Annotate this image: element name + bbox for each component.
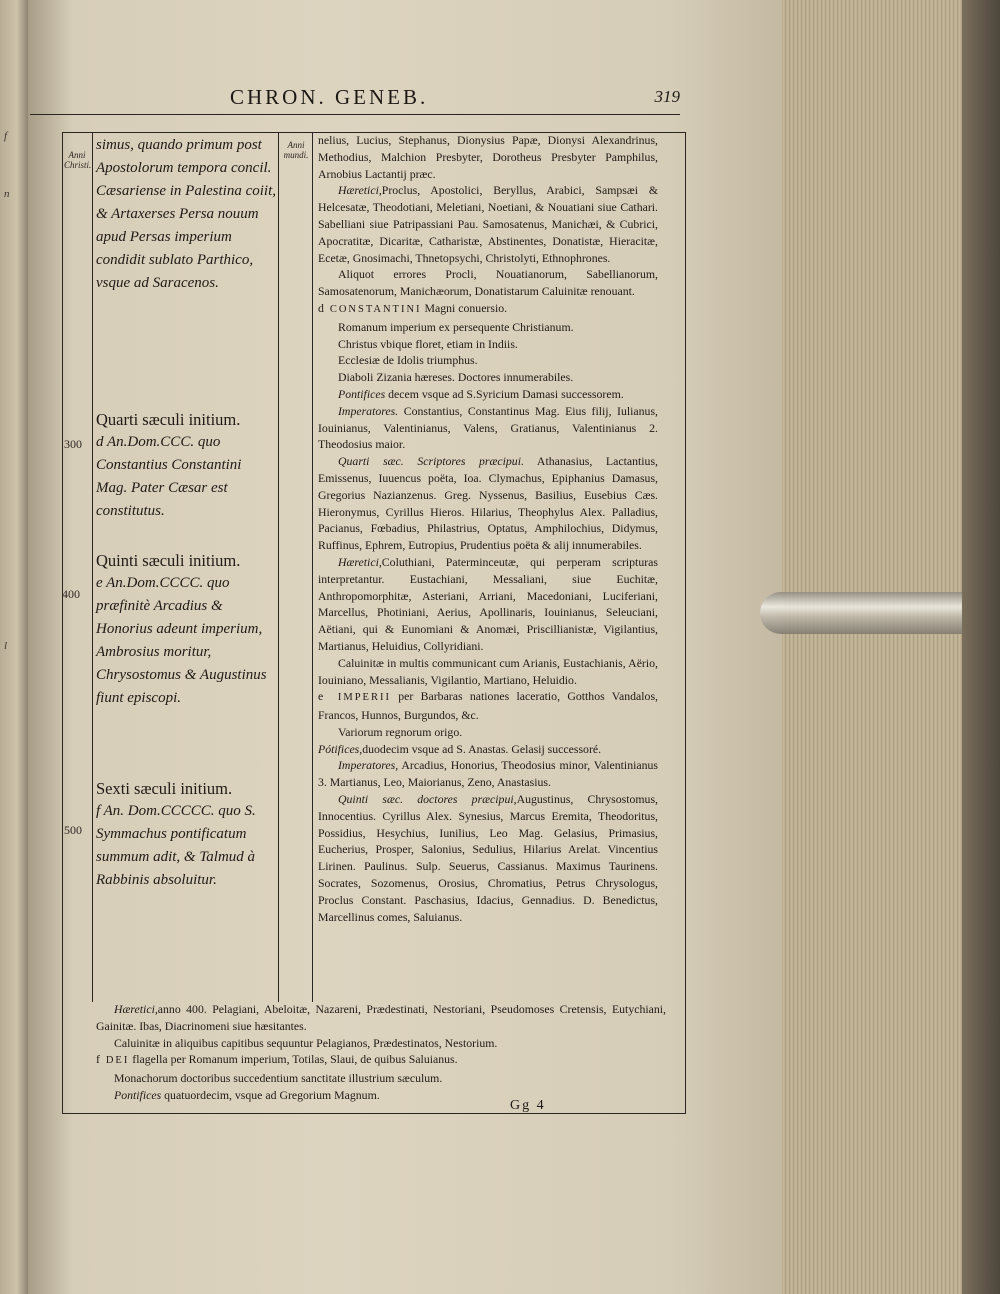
header-title: CHRON. GENEB. [230, 85, 429, 109]
paragraph: Hæretici,Coluthiani, Paterminceutæ, qui perperam scripturas interpretantur. Eustachiani, Messaliani, siue Euchitæ, Anthropomorphitæ, Asteriani, Arriani, Macedoniani, Luciferiani, Marcellus, Photiniani, Aerius, Apollinaris, Iouinianus, Seleuciani, Aëtiani, qui & Eunomiani & Anomæi, Priscillianistæ, Vigilantius, Martianus, Heluidius, Collyridiani. [318, 554, 658, 653]
paragraph: Caluinitæ in multis communicant cum Arianis, Eustachianis, Aërio, Iouiniano, Messalianis, Vigilantio, Martiano, Heluidio. [318, 655, 658, 687]
column-rule [92, 132, 93, 1002]
paragraph: Imperatores, Arcadius, Honorius, Theodosius minor, Valentinianus 3. Martianus, Leo, Maiorianus, Zeno, Anastasius. [318, 758, 658, 790]
bottom-text-block [96, 1001, 666, 1104]
left-page-fragment: f [4, 130, 8, 142]
left-page-fragment: n [4, 188, 10, 200]
paragraph: Caluinitæ in aliquibus capitibus sequuntur Pelagianos, Prædestinatos, Nestorium. [114, 1035, 498, 1050]
century-4-title: Quarti sæculi initium. [96, 410, 241, 429]
century-6-title: Sexti sæculi initium. [96, 779, 233, 798]
anni-christi-label: Anni Christi. [64, 150, 92, 170]
intro-text: simus, quando primum post Apostolorum tempora concil. Cæsariense in Palestina coiit, & Artaxerses Persa nouum apud Persas imperium condidit sublato Parthico, vsque ad Saracenos. [96, 137, 276, 291]
paragraph: d CONSTANTINI Magni conuersio. [318, 300, 508, 315]
paragraph: Hæretici,Proclus, Apostolici, Beryllus, Arabici, Sampsæi & Helcesatæ, Theodotiani, Meletiani, Noetiani, & Nouatiani siue Cathari. Sabelliani siue Patripassiani Pau. Samosatenus, Manichæi, & Cubrici, Apocratitæ, Dicaritæ, Catharistæ, Abstinentes, Donatistæ, Hieracitæ, Ecetæ, Gnosimachi, Thnetopsychi, Christolyti, Ethnophrones. [318, 183, 658, 265]
paragraph: Quinti sæc. doctores præcipui,Augustinus, Chrysostomus, Innocentius. Cyrillus Alex. Synesius, Marcus Eremita, Theodoritus, Possidius, Hesychius, Iunilius, Leo Mag. Gelasius, Primasius, Eucherius, Prosper, Salonius, Sedulius, Hilarius Arelat. Vincentius Lirinen. Paulinus. Sulp. Seuerus, Cassianus. Maximus Taurinens. Socrates, Sozomenus, Orosius, Chromatius, Petrus Chrysologus, Proclus Constant. Paschasius, Idacius, Gennadius. D. Benedictus, Marcellinus comes, Saluianus. [318, 792, 658, 924]
book-edge [782, 0, 1000, 1294]
century-4-text: d An.Dom.CCC. quo Constantius Constantini Mag. Pater Cæsar est constitutus. [96, 434, 242, 519]
paragraph: Monachorum doctoribus succedentium sanctitate illustrium sæculum. [114, 1071, 443, 1086]
century-intro [96, 134, 276, 295]
paragraph: Quarti sæc. Scriptores præcipui. Athanasius, Lactantius, Emissenus, Iuuencus poëta, Ioa. Clymachus, Epiphanius Damasus, Gregorius Nazianzenus. Greg. Nyssenus, Basilius, Eusebius Cæs. Hieronymus, Cyrillus Hieros. Hilarius, Theophylus Alex. Palladius, Pacianus, Fœbadius, Philastrius, Optatus, Amphilochius, Didymus, Ruffinus, Ephrem, Eutropius, Prudentius poëta & alij innumerabiles. [318, 454, 658, 553]
paragraph: Hæretici,anno 400. Pelagiani, Abeloitæ, Nazareni, Prædestinati, Nestoriani, Pseudomoses Cretensis, Eutychiani, Gainitæ. Ibas, Diacrinomeni siue hæsitantes. [96, 1002, 666, 1033]
paragraph: f DEI flagella per Romanum imperium, Totilas, Slaui, de quibus Saluianus. [96, 1052, 458, 1067]
paragraph: Variorum regnorum origo. [338, 724, 463, 739]
main-text-column [318, 132, 658, 925]
running-header [30, 84, 680, 115]
column-rule [312, 132, 313, 1002]
century-6 [96, 777, 276, 892]
page-number: 319 [654, 87, 680, 106]
paragraph: Pontifices quatuordecim, vsque ad Gregorium Magnum. [114, 1087, 380, 1102]
paragraph: Pontifices decem vsque ad S.Syricium Damasi successorem. [338, 386, 624, 401]
paragraph: Romanum imperium ex persequente Christianum. [338, 319, 574, 334]
century-5 [96, 549, 276, 710]
paragraph: nelius, Lucius, Stephanus, Dionysius Papæ, Dionysi Alexandrinus, Methodius, Malchion Presbyter, Dorotheus Presbyter Pamphilus, Arnobius Lactantij præc. [318, 133, 658, 181]
paragraph: Pótifices,duodecim vsque ad S. Anastas. Gelasij successoré. [318, 741, 602, 756]
year-300: 300 [64, 437, 82, 451]
paragraph: Imperatores. Constantius, Constantinus Mag. Eius filij, Iulianus, Iouinianus, Valentinianus, Valens, Gratianus, Valentinianus 2. Theodosius maior. [318, 403, 658, 452]
paragraph: Ecclesiæ de Idolis triumphus. [338, 353, 478, 368]
century-6-text: f An. Dom.CCCCC. quo S. Symmachus pontificatum summum adit, & Talmud à Rabbinis absoluitur. [96, 803, 256, 888]
paragraph: e IMPERII per Barbaras nationes laceratio, Gotthos Vandalos, Francos, Hunnos, Burgundos, &c. [318, 689, 658, 723]
paragraph: Diaboli Zizania hæreses. Doctores innumerabiles. [338, 370, 574, 385]
book-cover [962, 0, 1000, 1294]
paragraph: Aliquot errores Procli, Nouatianorum, Sabellianorum, Samosatenorum, Manichæorum, Donatistarum Caluinitæ renouant. [318, 267, 658, 299]
paragraph: Christus vbique floret, etiam in Indiis. [338, 336, 518, 351]
century-5-title: Quinti sæculi initium. [96, 551, 241, 570]
century-5-text: e An.Dom.CCCC. quo præfinitè Arcadius & Honorius adeunt imperium, Ambrosius moritur, Chrysostomus & Augustinus fiunt episcopi. [96, 575, 267, 706]
century-4 [96, 408, 276, 523]
left-page-edge [0, 0, 28, 1294]
signature-mark: Gg 4 [510, 1098, 546, 1113]
anni-mundi-label: Anni mundi. [283, 140, 309, 160]
year-400: 400 [62, 587, 80, 601]
year-500: 500 [64, 823, 82, 837]
left-page-fragment: l [4, 640, 8, 652]
column-rule [278, 132, 279, 1002]
